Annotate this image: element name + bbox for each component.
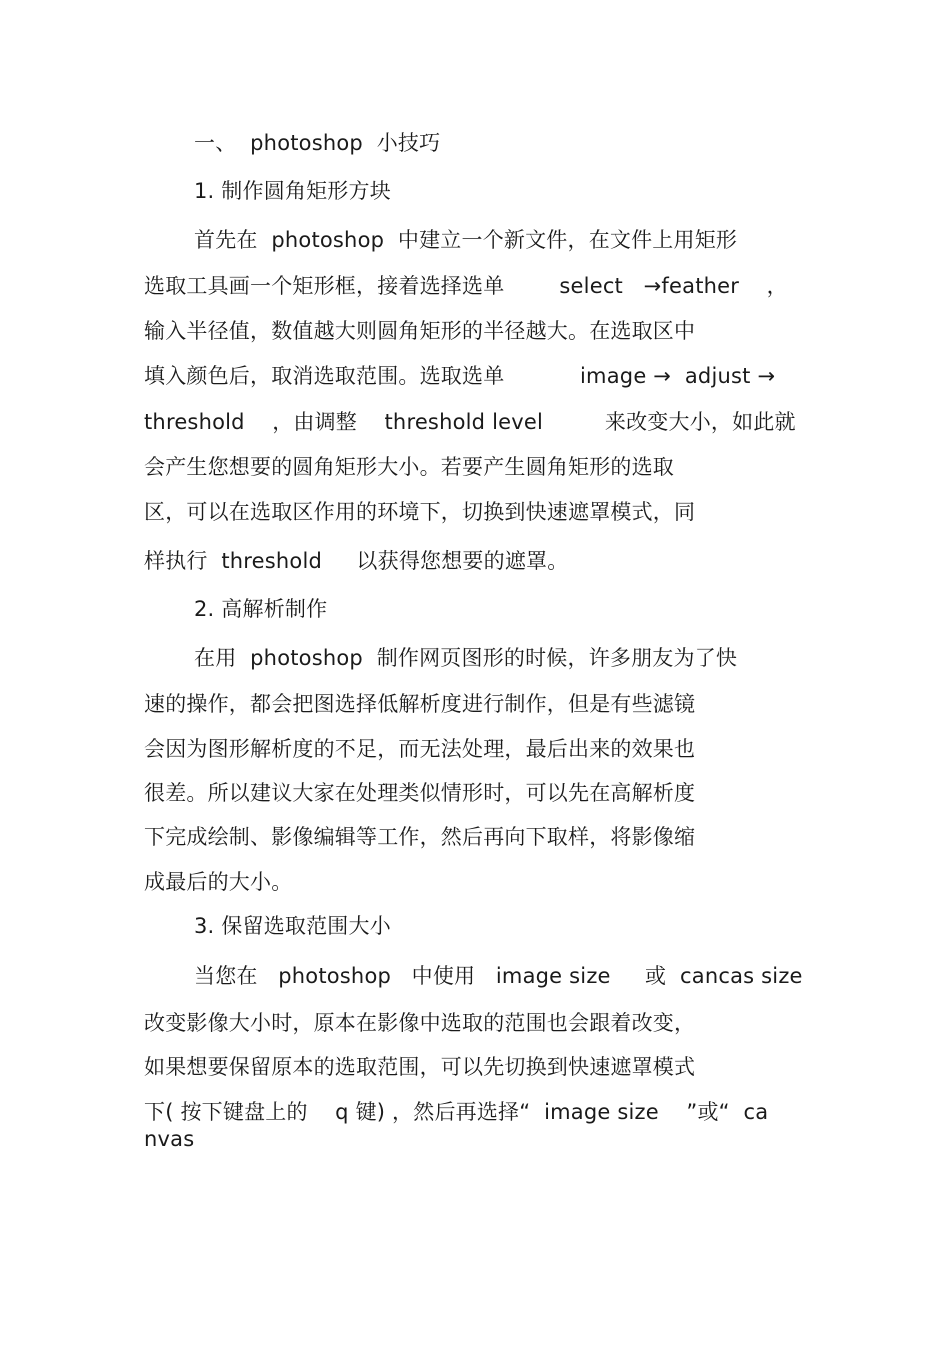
section-1-line-6: 会产生您想要的圆角矩形大小。若要产生圆角矩形的选取 <box>144 455 674 479</box>
section-3-line-2: 改变影像大小时，原本在影像中选取的范围也会跟着改变， <box>144 1011 696 1035</box>
section-2-title: 2. 高解析制作 <box>194 597 328 621</box>
section-2-line-5: 下完成绘制、影像编辑等工作，然后再向下取样，将影像缩 <box>144 825 696 849</box>
section-1-line-5: threshold ，由调整 threshold level 来改变大小，如此就 <box>144 410 796 434</box>
section-3-title: 3. 保留选取范围大小 <box>194 914 391 938</box>
section-1-line-4: 填入颜色后，取消选取范围。选取选单 image → adjust → <box>144 364 776 388</box>
section-2-line-4: 很差。所以建议大家在处理类似情形时，可以先在高解析度 <box>144 781 696 805</box>
section-2-line-1: 在用 photoshop 制作网页图形的时候，许多朋友为了快 <box>194 646 738 670</box>
section-1-title: 1. 制作圆角矩形方块 <box>194 179 391 203</box>
section-2-line-2: 速的操作，都会把图选择低解析度进行制作，但是有些滤镜 <box>144 692 696 716</box>
section-2-line-6: 成最后的大小。 <box>144 870 293 894</box>
document-heading: 一、 photoshop 小技巧 <box>194 131 441 155</box>
section-1-line-8: 样执行 threshold 以获得您想要的遮罩。 <box>144 549 569 573</box>
section-1-line-7: 区，可以在选取区作用的环境下，切换到快速遮罩模式，同 <box>144 500 696 524</box>
section-3-line-3: 如果想要保留原本的选取范围，可以先切换到快速遮罩模式 <box>144 1055 696 1079</box>
section-1-line-2: 选取工具画一个矩形框，接着选择选单 select →feather ， <box>144 274 788 298</box>
section-1-line-1: 首先在 photoshop 中建立一个新文件，在文件上用矩形 <box>194 228 738 252</box>
section-3-line-4: 下( 按下键盘上的 q 键) ，然后再选择“ image size ”或“ ca <box>144 1100 769 1124</box>
section-1-line-3: 输入半径值，数值越大则圆角矩形的半径越大。在选取区中 <box>144 319 696 343</box>
section-3-line-5: nvas <box>144 1127 195 1151</box>
section-2-line-3: 会因为图形解析度的不足，而无法处理，最后出来的效果也 <box>144 737 696 761</box>
section-3-line-1: 当您在 photoshop 中使用 image size 或 cancas size <box>194 964 803 988</box>
